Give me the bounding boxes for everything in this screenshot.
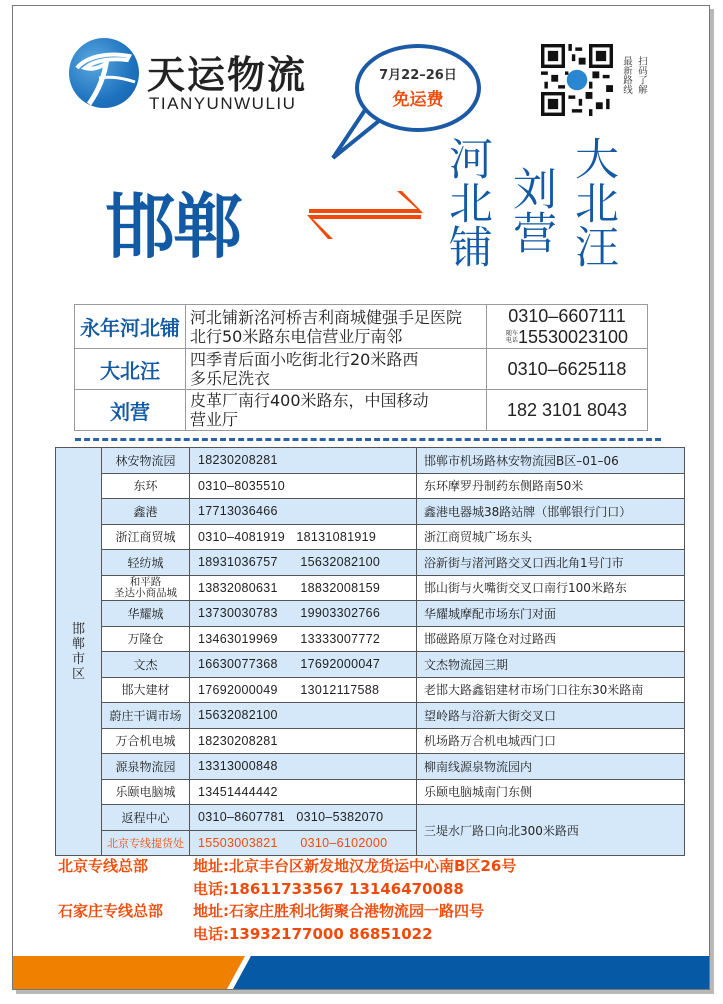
location-name: 鑫港 bbox=[102, 499, 190, 525]
branch-tel: 182 3101 8043 bbox=[487, 390, 648, 431]
location-address: 邯磁路原万隆仓对过路西 bbox=[417, 626, 685, 652]
branch-name: 大北汪 bbox=[75, 349, 186, 390]
destination-hebeipu: 河北铺 bbox=[441, 136, 492, 268]
location-name: 返程中心 bbox=[102, 805, 190, 831]
table-row bbox=[56, 677, 685, 703]
branch-row bbox=[75, 390, 648, 431]
footer-color-band bbox=[13, 956, 709, 989]
branch-address bbox=[186, 349, 487, 390]
location-address: 浙江商贸城广场东头 bbox=[417, 524, 685, 550]
location-phones: 0310–4081919 18131081919 bbox=[190, 524, 417, 550]
hq-beijing bbox=[58, 855, 516, 878]
location-name: 万合机电城 bbox=[102, 728, 190, 754]
promo-bubble bbox=[355, 44, 481, 132]
location-address: 文杰物流园三期 bbox=[417, 652, 685, 678]
location-phones: 13451444442 bbox=[190, 779, 417, 805]
location-phones: 13730030783 19903302766 bbox=[190, 601, 417, 627]
hq-phone: 电话:13932177000 86851022 bbox=[193, 924, 433, 943]
location-name: 东环 bbox=[102, 473, 190, 499]
origin-city: 邯郸 bbox=[105, 186, 241, 268]
table-row bbox=[56, 652, 685, 678]
hq-label: 北京专线总部 bbox=[58, 857, 149, 875]
location-phones: 13832080631 18832008159 bbox=[190, 575, 417, 601]
branch-name: 永年河北铺 bbox=[75, 305, 186, 349]
branch-address-line1: 河北铺新洺河桥吉利商城健强手足医院 bbox=[190, 307, 463, 327]
branch-address-line2: 多乐尼洗衣 bbox=[190, 369, 271, 388]
location-phones: 15503003821 0310–6102000 bbox=[190, 830, 417, 856]
table-row bbox=[56, 601, 685, 627]
table-row bbox=[56, 448, 685, 474]
table-row bbox=[56, 626, 685, 652]
branch-phone bbox=[487, 305, 648, 349]
table-row bbox=[56, 779, 685, 805]
location-address: 邯郸市机场路林安物流园B区–01–06 bbox=[417, 448, 685, 474]
location-name: 蔚庄干调市场 bbox=[102, 703, 190, 729]
hq-label: 石家庄专线总部 bbox=[58, 902, 164, 920]
location-name: 浙江商贸城 bbox=[102, 524, 190, 550]
location-address: 邯山街与火嘴街交叉口南行100米路东 bbox=[417, 575, 685, 601]
promo-date: 7月22–26日 bbox=[379, 68, 457, 83]
table-row bbox=[56, 703, 685, 729]
brand-name-en: TIANYUNWULIU bbox=[149, 94, 297, 113]
location-phones: 16630077368 17692000047 bbox=[190, 652, 417, 678]
branch-address bbox=[186, 305, 487, 349]
branch-address-line1: 皮革厂南行400米路东，中国移动 bbox=[190, 391, 429, 410]
location-phones: 13313000848 bbox=[190, 754, 417, 780]
qr-caption-col1: 扫码了解 bbox=[636, 56, 647, 94]
table-row bbox=[56, 728, 685, 754]
branch-mobile: 15530023100 bbox=[517, 326, 629, 347]
location-name: 乐颐电脑城 bbox=[102, 779, 190, 805]
mobile-label: 随车电话 bbox=[505, 330, 518, 344]
location-name: 华耀城 bbox=[102, 601, 190, 627]
branch-name: 刘营 bbox=[75, 390, 186, 431]
location-name: 轻纺城 bbox=[102, 550, 190, 576]
location-address: 机场路万合机电城西门口 bbox=[417, 728, 685, 754]
table-row bbox=[56, 805, 685, 831]
location-name: 文杰 bbox=[102, 652, 190, 678]
tianyun-logo-icon bbox=[69, 38, 139, 108]
promo-offer: 免运费 bbox=[392, 90, 444, 110]
location-address: 望岭路与浴新大街交叉口 bbox=[417, 703, 685, 729]
table-row bbox=[56, 754, 685, 780]
branch-row bbox=[75, 305, 648, 349]
flyer-page bbox=[12, 5, 710, 990]
location-address: 三堤水厂路口向北300米路西 bbox=[417, 805, 685, 856]
destination-liuying: 刘营 bbox=[505, 166, 556, 254]
location-name: 邯大建材 bbox=[102, 677, 190, 703]
location-phones: 13463019969 13333007772 bbox=[190, 626, 417, 652]
location-address: 东环摩罗丹制药东侧路南50米 bbox=[417, 473, 685, 499]
hq-shijiazhuang bbox=[58, 900, 516, 923]
location-phones: 18931036757 15632082100 bbox=[190, 550, 417, 576]
qr-code-icon[interactable] bbox=[541, 44, 613, 116]
hq-phone: 电话:18611733567 13146470088 bbox=[193, 879, 464, 898]
location-address: 老邯大路鑫铝建材市场门口往东30米路南 bbox=[417, 677, 685, 703]
location-phones: 0310–8607781 0310–5382070 bbox=[190, 805, 417, 831]
location-address: 柳南线源泉物流园内 bbox=[417, 754, 685, 780]
branch-address bbox=[186, 390, 487, 431]
location-address: 乐颐电脑城南门东侧 bbox=[417, 779, 685, 805]
hq-address: 地址:石家庄胜利北街聚合港物流园一路四号 bbox=[193, 902, 485, 920]
location-name: 林安物流园 bbox=[102, 448, 190, 474]
location-phones: 18230208281 bbox=[190, 448, 417, 474]
location-address: 浴新街与渚河路交叉口西北角1号门市 bbox=[417, 550, 685, 576]
branch-address-line2: 北行50米路东电信营业厅南邻 bbox=[190, 326, 403, 346]
table-row bbox=[56, 524, 685, 550]
branch-address-line2: 营业厅 bbox=[190, 410, 239, 429]
location-name: 万隆仓 bbox=[102, 626, 190, 652]
location-address: 华耀城摩配市场东门对面 bbox=[417, 601, 685, 627]
location-address: 鑫港电器城38路站牌（邯郸银行门口） bbox=[417, 499, 685, 525]
table-row bbox=[56, 550, 685, 576]
qr-caption bbox=[621, 56, 647, 94]
branch-address-line1: 四季青后面小吃街北行20米路西 bbox=[190, 350, 419, 369]
table-row bbox=[56, 473, 685, 499]
branch-row bbox=[75, 349, 648, 390]
location-phones: 0310–8035510 bbox=[190, 473, 417, 499]
location-phones: 18230208281 bbox=[190, 728, 417, 754]
district-cell: 邯郸市区 bbox=[56, 448, 102, 856]
destination-dabeiwang: 大北汪 bbox=[567, 136, 618, 268]
city-locations-table bbox=[55, 447, 685, 856]
location-name: 北京专线提货处 bbox=[102, 830, 190, 856]
brand-name-cn: 天运物流 bbox=[147, 53, 308, 97]
location-name: 源泉物流园 bbox=[102, 754, 190, 780]
location-phones: 17692000049 13012117588 bbox=[190, 677, 417, 703]
location-name: 和平路 圣达小商品城 bbox=[102, 575, 190, 601]
hq-address: 地址:北京丰台区新发地汉龙货运中心南B区26号 bbox=[193, 857, 517, 875]
location-phones: 15632082100 bbox=[190, 703, 417, 729]
branch-tel: 0310–6625118 bbox=[487, 349, 648, 390]
location-phones: 17713036466 bbox=[190, 499, 417, 525]
headquarters-info bbox=[58, 855, 516, 945]
table-row bbox=[56, 575, 685, 601]
two-way-arrow-icon bbox=[305, 191, 425, 241]
qr-caption-col2: 最新路线 bbox=[621, 56, 632, 94]
branch-table bbox=[74, 304, 648, 431]
table-row bbox=[56, 499, 685, 525]
branch-tel: 0310–6607111 bbox=[508, 305, 626, 326]
dashed-divider bbox=[75, 438, 661, 441]
